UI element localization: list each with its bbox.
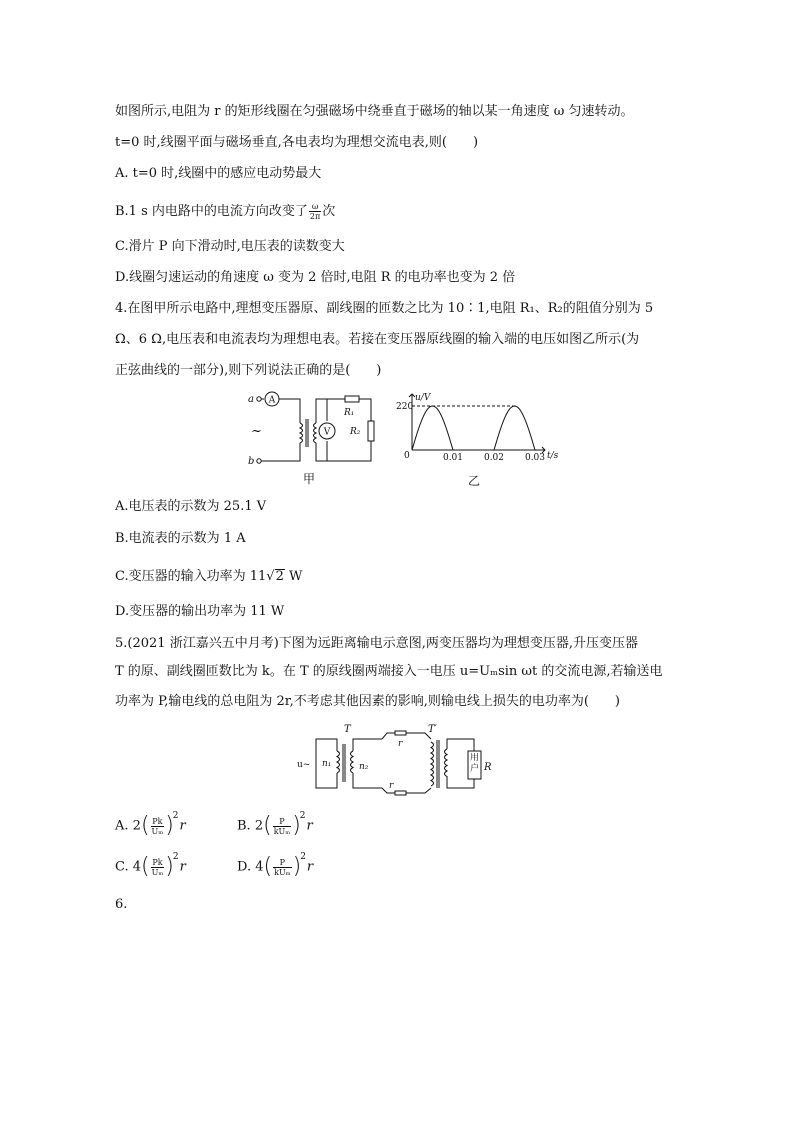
left-paren-icon: (	[140, 813, 150, 838]
q5-option-d-fraction	[273, 858, 292, 877]
q4-option-c-unit: W	[284, 569, 303, 584]
q3-option-b-fraction	[309, 202, 321, 221]
q4-option-a: A.电压表的示数为 25.1 V	[115, 499, 267, 514]
square-exponent: 2	[300, 851, 306, 862]
n1-label: n₁	[322, 759, 332, 769]
q4-option-d: D.变压器的输出功率为 11 W	[115, 604, 285, 619]
load-r-label: R	[484, 762, 492, 773]
fraction-numerator: ω	[309, 202, 321, 212]
x-tick-label: 0.02	[483, 453, 505, 463]
q4-option-c	[115, 568, 302, 586]
r2-resistor	[368, 421, 374, 441]
primary-coil	[300, 423, 303, 443]
fraction-denominator: 2π	[309, 212, 321, 221]
q5-option-c-suffix: r	[179, 859, 186, 875]
left-paren-icon: (	[141, 854, 150, 879]
x-tick-label: 0.01	[442, 453, 464, 463]
q5-option-b-prefix: B. 2	[237, 818, 264, 834]
n2-label: n₂	[359, 762, 369, 772]
t-secondary-coil	[351, 751, 354, 773]
terminal-b-label: b	[248, 456, 255, 467]
t-prime-primary-coil	[431, 742, 434, 786]
q5-transmission-diagram	[297, 724, 512, 799]
user-label: 用户	[469, 753, 479, 774]
fraction-numerator: P	[273, 858, 292, 868]
y-tick-label-220: 220	[396, 402, 414, 412]
q5-option-c-fraction	[151, 858, 165, 877]
source-label: u~	[297, 760, 311, 770]
t-primary-coil	[337, 751, 340, 773]
left-paren-icon: (	[263, 813, 272, 838]
r-bottom-label: r	[389, 781, 394, 791]
origin-label: 0	[404, 451, 410, 461]
square-exponent: 2	[172, 851, 179, 862]
ac-source-symbol: ~	[251, 424, 262, 439]
x-tick-label: 0.03	[524, 453, 546, 463]
q5-option-a-suffix: r	[179, 818, 186, 834]
x-axis-label: t/s	[547, 451, 559, 461]
q6-number: 6.	[115, 897, 128, 912]
q4-stem-line-1: 4.在图甲所示电路中,理想变压器原、副线圈的匝数之比为 10∶1,电阻 R₁、R₂的阻值分别为 5	[115, 301, 654, 316]
terminal-b-dot	[257, 459, 261, 463]
r-top-resistor	[395, 731, 406, 735]
q5-stem-line-3: 功率为 P,输电线的总电阻为 2r,不考虑其他因素的影响,则输电线上损失的电功率为( )	[115, 694, 620, 709]
q3-option-b-suffix: 次	[322, 204, 336, 219]
t-prime-secondary-coil	[445, 749, 448, 777]
q4-figure-jia-caption: 甲	[303, 472, 316, 486]
r-top-label: r	[398, 739, 403, 749]
r1-resistor	[345, 396, 359, 402]
right-paren-icon: )	[292, 854, 302, 879]
t-prime-label: T′	[428, 724, 437, 735]
q3-stem-line-2: t=0 时,线圈平面与磁场垂直,各电表均为理想交流电表,则( )	[115, 135, 479, 150]
fraction-numerator: Pk	[152, 816, 163, 826]
square-exponent: 2	[299, 810, 306, 821]
q3-option-b-text: B.1 s 内电路中的电流方向改变了	[115, 204, 308, 219]
q4-figure-yi-caption: 乙	[468, 474, 481, 488]
q4-stem-line-2: Ω、6 Ω,电压表和电流表均为理想电表。若接在变压器原线圈的输入端的电压如图乙所示(为	[115, 332, 640, 347]
q5-option-c	[115, 851, 186, 880]
q5-option-d-prefix: D. 4	[237, 859, 264, 875]
terminal-a-label: a	[248, 394, 254, 405]
q5-stem-line-1: 5.(2021 浙江嘉兴五中月考)下图为远距离输电示意图,两变压器均为理想变压器,升压变压器	[115, 636, 639, 651]
q3-option-a: A. t=0 时,线圈中的感应电动势最大	[115, 166, 322, 181]
q5-option-a	[115, 810, 186, 839]
sine-hump-1	[412, 406, 453, 450]
r1-label: R₁	[344, 408, 355, 418]
q5-option-b	[237, 810, 313, 839]
q5-option-b-fraction	[273, 817, 292, 836]
q5-option-c-prefix: C. 4	[115, 859, 142, 875]
q5-option-a-prefix: A. 2	[115, 818, 141, 834]
fraction-denominator: kUₘ	[274, 867, 291, 877]
fraction-numerator: P	[273, 817, 292, 827]
q3-stem-line-1: 如图所示,电阻为 r 的矩形线圈在匀强磁场中绕垂直于磁场的轴以某一角速度 ω 匀速转动。	[115, 104, 634, 119]
sqrt-icon: √	[266, 569, 275, 584]
q5-option-a-fraction	[151, 817, 165, 836]
q4-option-c-radicand: 2	[275, 569, 284, 584]
q5-option-d-suffix: r	[306, 859, 314, 875]
q4-option-b: B.电流表的示数为 1 A	[115, 531, 246, 546]
sine-hump-2	[494, 406, 535, 450]
q4-stem-line-3: 正弦曲线的一部分),则下列说法正确的是( )	[115, 363, 382, 378]
fraction-denominator: kUₘ	[273, 826, 291, 836]
right-paren-icon: )	[165, 854, 174, 879]
user-label-box	[469, 753, 480, 778]
left-paren-icon: (	[263, 854, 273, 879]
q5-option-b-suffix: r	[306, 818, 313, 834]
fraction-denominator: Uₘ	[151, 867, 164, 877]
q4-voltage-chart-yi	[395, 390, 565, 465]
r2-label: R₂	[350, 427, 361, 437]
q3-option-c: C.滑片 P 向下滑动时,电压表的读数变大	[115, 239, 345, 254]
right-paren-icon: )	[165, 813, 174, 838]
ammeter-label: A	[268, 395, 276, 406]
square-exponent: 2	[172, 810, 179, 821]
voltmeter-label: V	[323, 427, 331, 438]
fraction-denominator: Uₘ	[151, 826, 164, 836]
q5-stem-line-2: T 的原、副线圈匝数比为 k。在 T 的原线圈两端接入一电压 u=Uₘsin ωt 的交流电源,若输送电	[115, 664, 663, 679]
q3-option-b	[115, 202, 335, 221]
fraction-numerator: Pk	[152, 857, 163, 867]
terminal-a-dot	[257, 397, 261, 401]
secondary-coil	[314, 423, 317, 443]
q3-option-d: D.线圈匀速运动的角速度 ω 变为 2 倍时,电阻 R 的电功率也变为 2 倍	[115, 270, 516, 285]
y-axis-label: u/V	[415, 393, 431, 403]
q5-option-d	[237, 851, 314, 880]
r-bottom-resistor	[395, 791, 406, 795]
t-label: T	[344, 724, 351, 735]
q4-option-c-text: C.变压器的输入功率为 11	[115, 569, 267, 584]
right-paren-icon: )	[292, 813, 301, 838]
